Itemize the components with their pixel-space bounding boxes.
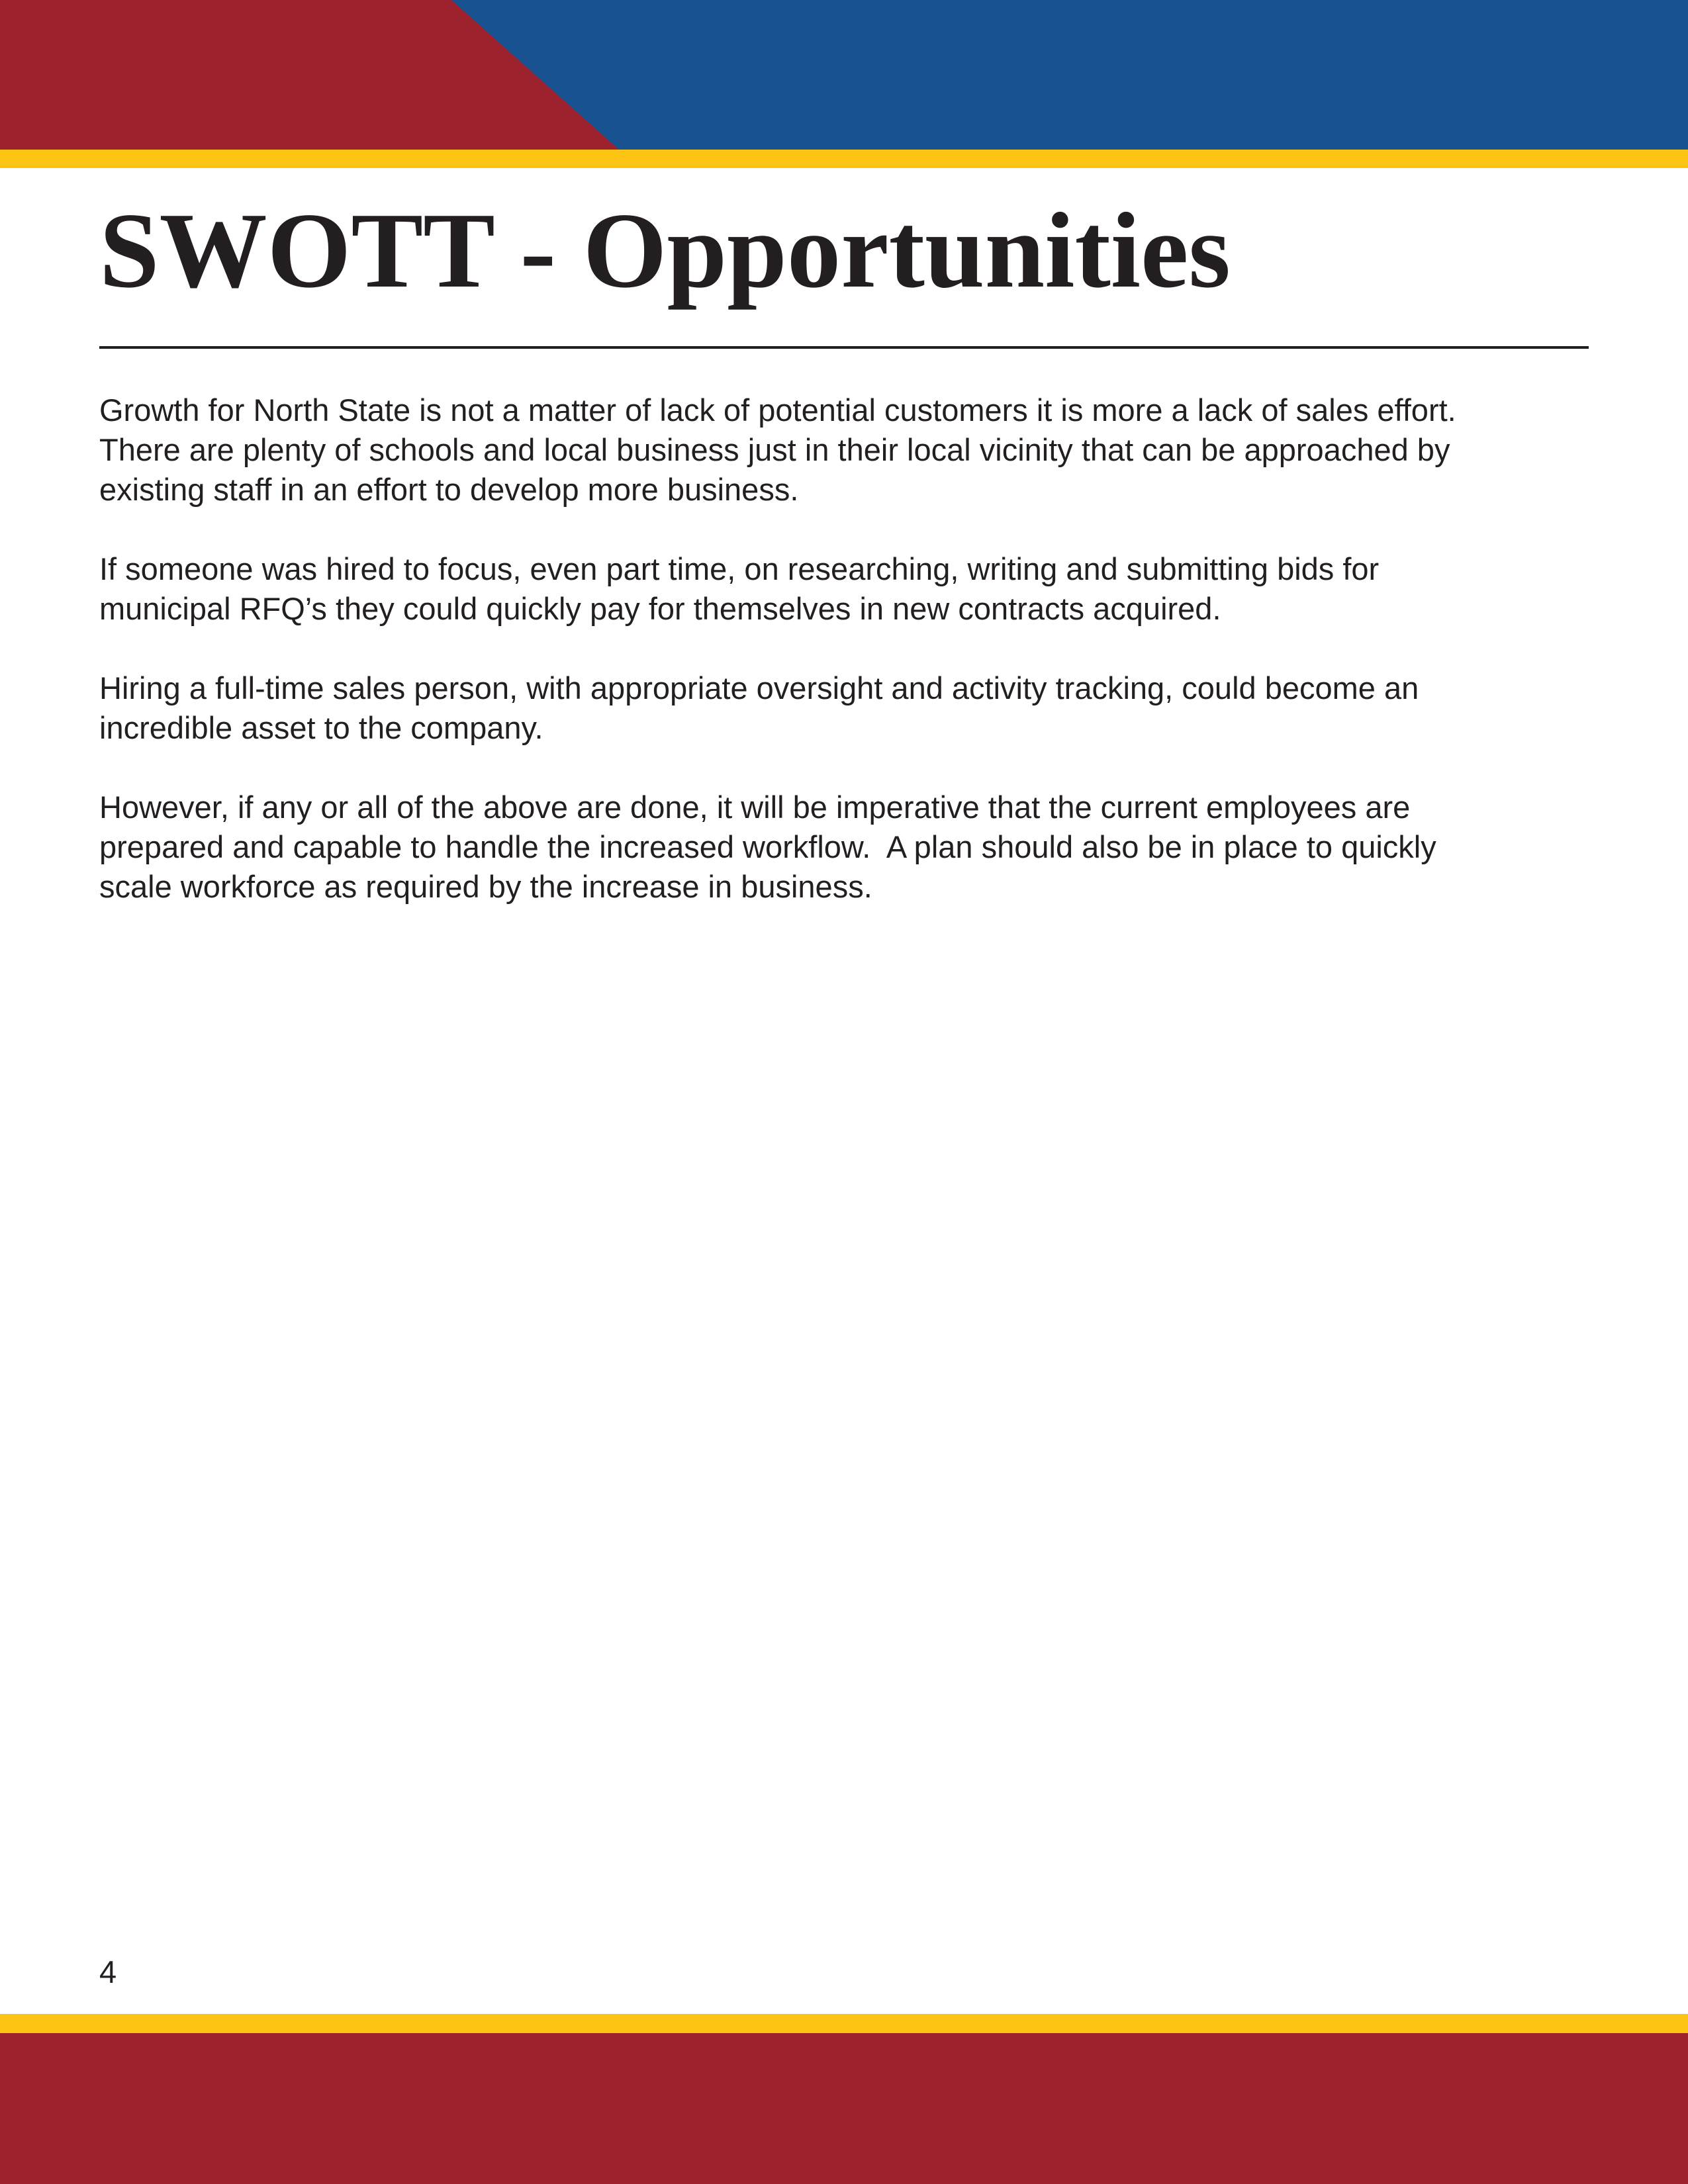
text-line: However, if any or all of the above are done, it will be imperative that the current employees are (99, 790, 1411, 825)
text-line: existing staff in an effort to develop more business. (99, 472, 799, 507)
paragraph (99, 788, 1595, 907)
text-line: scale workforce as required by the increase in business. (99, 869, 872, 904)
paragraph (99, 668, 1595, 748)
text-line: incredible asset to the company. (99, 710, 543, 745)
header-banner-red-triangle (0, 0, 1688, 150)
text-line: Growth for North State is not a matter of lack of potential customers it is more a lack of sales effort. (99, 392, 1456, 428)
title-divider (99, 346, 1589, 349)
page-title: SWOTT - Opportunities (99, 191, 1231, 310)
footer-gold-stripe (0, 2014, 1688, 2033)
footer-red-band (0, 2033, 1688, 2184)
text-line: If someone was hired to focus, even part time, on researching, writing and submitting bids for (99, 551, 1380, 586)
paragraph (99, 549, 1595, 629)
text-line: prepared and capable to handle the increased workflow. A plan should also be in place to quickly (99, 829, 1436, 864)
paragraph (99, 390, 1595, 510)
header-gold-stripe (0, 150, 1688, 168)
text-line: Hiring a full-time sales person, with appropriate oversight and activity tracking, could become an (99, 670, 1419, 705)
text-line: There are plenty of schools and local business just in their local vicinity that can be approached by (99, 432, 1450, 467)
text-line: municipal RFQ’s they could quickly pay for themselves in new contracts acquired. (99, 591, 1221, 626)
page-number: 4 (99, 1954, 117, 1989)
body-text (99, 390, 1595, 946)
